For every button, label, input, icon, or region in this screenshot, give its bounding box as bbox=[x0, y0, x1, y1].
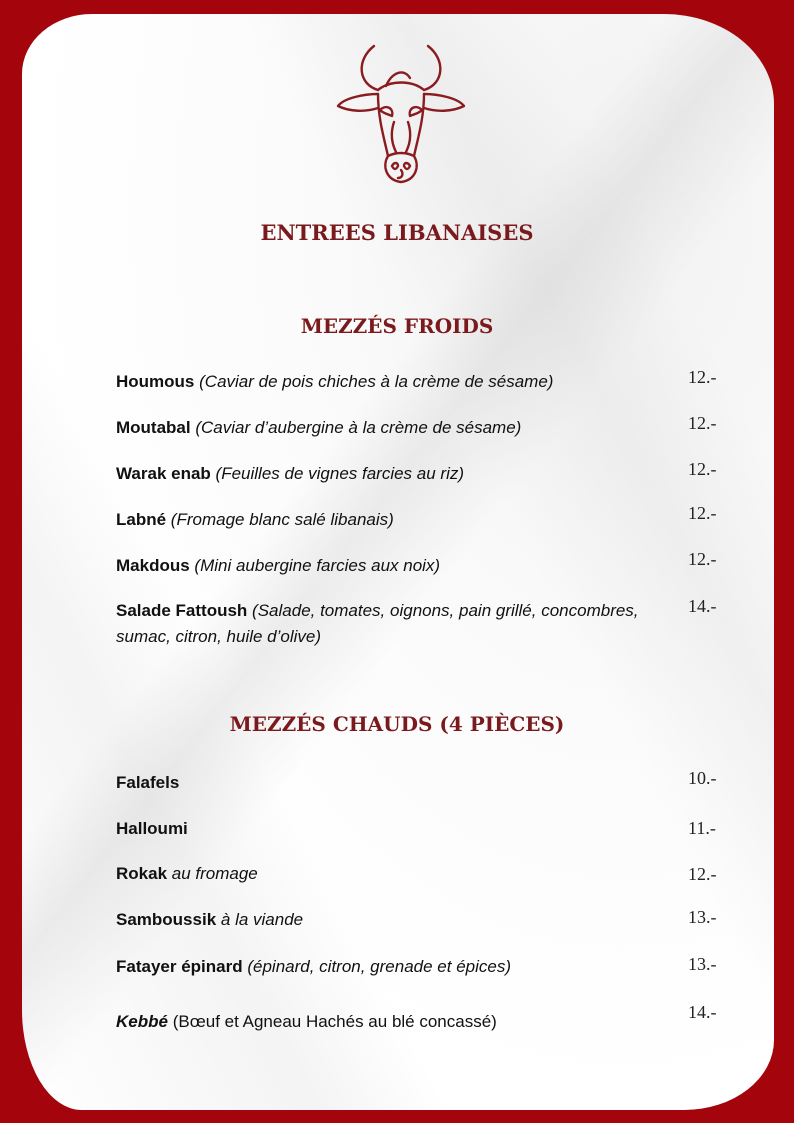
menu-item bbox=[116, 369, 676, 395]
item-price: 14.- bbox=[688, 596, 717, 616]
item-desc: au fromage bbox=[171, 864, 258, 883]
item-name: Rokak bbox=[116, 864, 168, 883]
page-heading: ENTREES LIBANAISES bbox=[260, 220, 534, 245]
item-price: 14.- bbox=[688, 1002, 717, 1022]
item-desc: (épinard, citron, grenade et épices) bbox=[247, 957, 511, 976]
item-name: Labné bbox=[116, 510, 167, 529]
item-desc: (Mini aubergine farcies aux noix) bbox=[194, 556, 441, 575]
item-price: 12.- bbox=[688, 413, 717, 433]
item-desc: (Fromage blanc salé libanais) bbox=[170, 510, 394, 529]
menu-item bbox=[116, 954, 676, 980]
item-desc: (Salade, tomates, oignons, pain grillé, concombres, sumac, citron, huile d’olive) bbox=[116, 601, 639, 646]
menu-item bbox=[116, 861, 676, 887]
item-name: Moutabal bbox=[116, 418, 191, 437]
item-name: Houmous bbox=[116, 372, 195, 391]
menu-item bbox=[116, 907, 676, 933]
item-price: 12.- bbox=[688, 503, 717, 523]
menu-item bbox=[116, 507, 676, 533]
item-name: Warak enab bbox=[116, 464, 211, 483]
menu-item bbox=[116, 816, 676, 842]
item-desc: (Caviar de pois chiches à la crème de sésame) bbox=[199, 372, 554, 391]
menu-item bbox=[116, 553, 676, 579]
item-name: Halloumi bbox=[116, 819, 188, 838]
item-desc: (Caviar d’aubergine à la crème de sésame) bbox=[195, 418, 522, 437]
item-desc: (Feuilles de vignes farcies au riz) bbox=[215, 464, 465, 483]
menu-item bbox=[116, 461, 676, 487]
item-desc: (Bœuf et Agneau Hachés au blé concassé) bbox=[172, 1012, 497, 1031]
item-name: Falafels bbox=[116, 773, 180, 792]
item-price: 10.- bbox=[688, 768, 717, 788]
item-name: Fatayer épinard bbox=[116, 957, 243, 976]
menu-item bbox=[116, 415, 676, 441]
item-name: Makdous bbox=[116, 556, 190, 575]
item-price: 12.- bbox=[688, 367, 717, 387]
menu-item bbox=[116, 598, 676, 650]
item-price: 12.- bbox=[688, 459, 717, 479]
section-title-cold: MEZZÉS FROIDS bbox=[300, 314, 494, 338]
item-price: 12.- bbox=[688, 864, 717, 884]
bull-head-icon bbox=[334, 38, 468, 188]
item-price: 12.- bbox=[688, 549, 717, 569]
item-price: 11.- bbox=[688, 818, 716, 838]
item-name: Samboussik bbox=[116, 910, 217, 929]
section-title-hot: MEZZÉS CHAUDS (4 PIÈCES) bbox=[229, 712, 565, 736]
item-name: Salade Fattoush bbox=[116, 601, 248, 620]
item-price: 13.- bbox=[688, 954, 717, 974]
item-price: 13.- bbox=[688, 907, 717, 927]
menu-item bbox=[116, 770, 676, 796]
menu-item bbox=[116, 1009, 676, 1035]
item-name: Kebbé bbox=[116, 1012, 168, 1031]
item-desc: à la viande bbox=[220, 910, 304, 929]
